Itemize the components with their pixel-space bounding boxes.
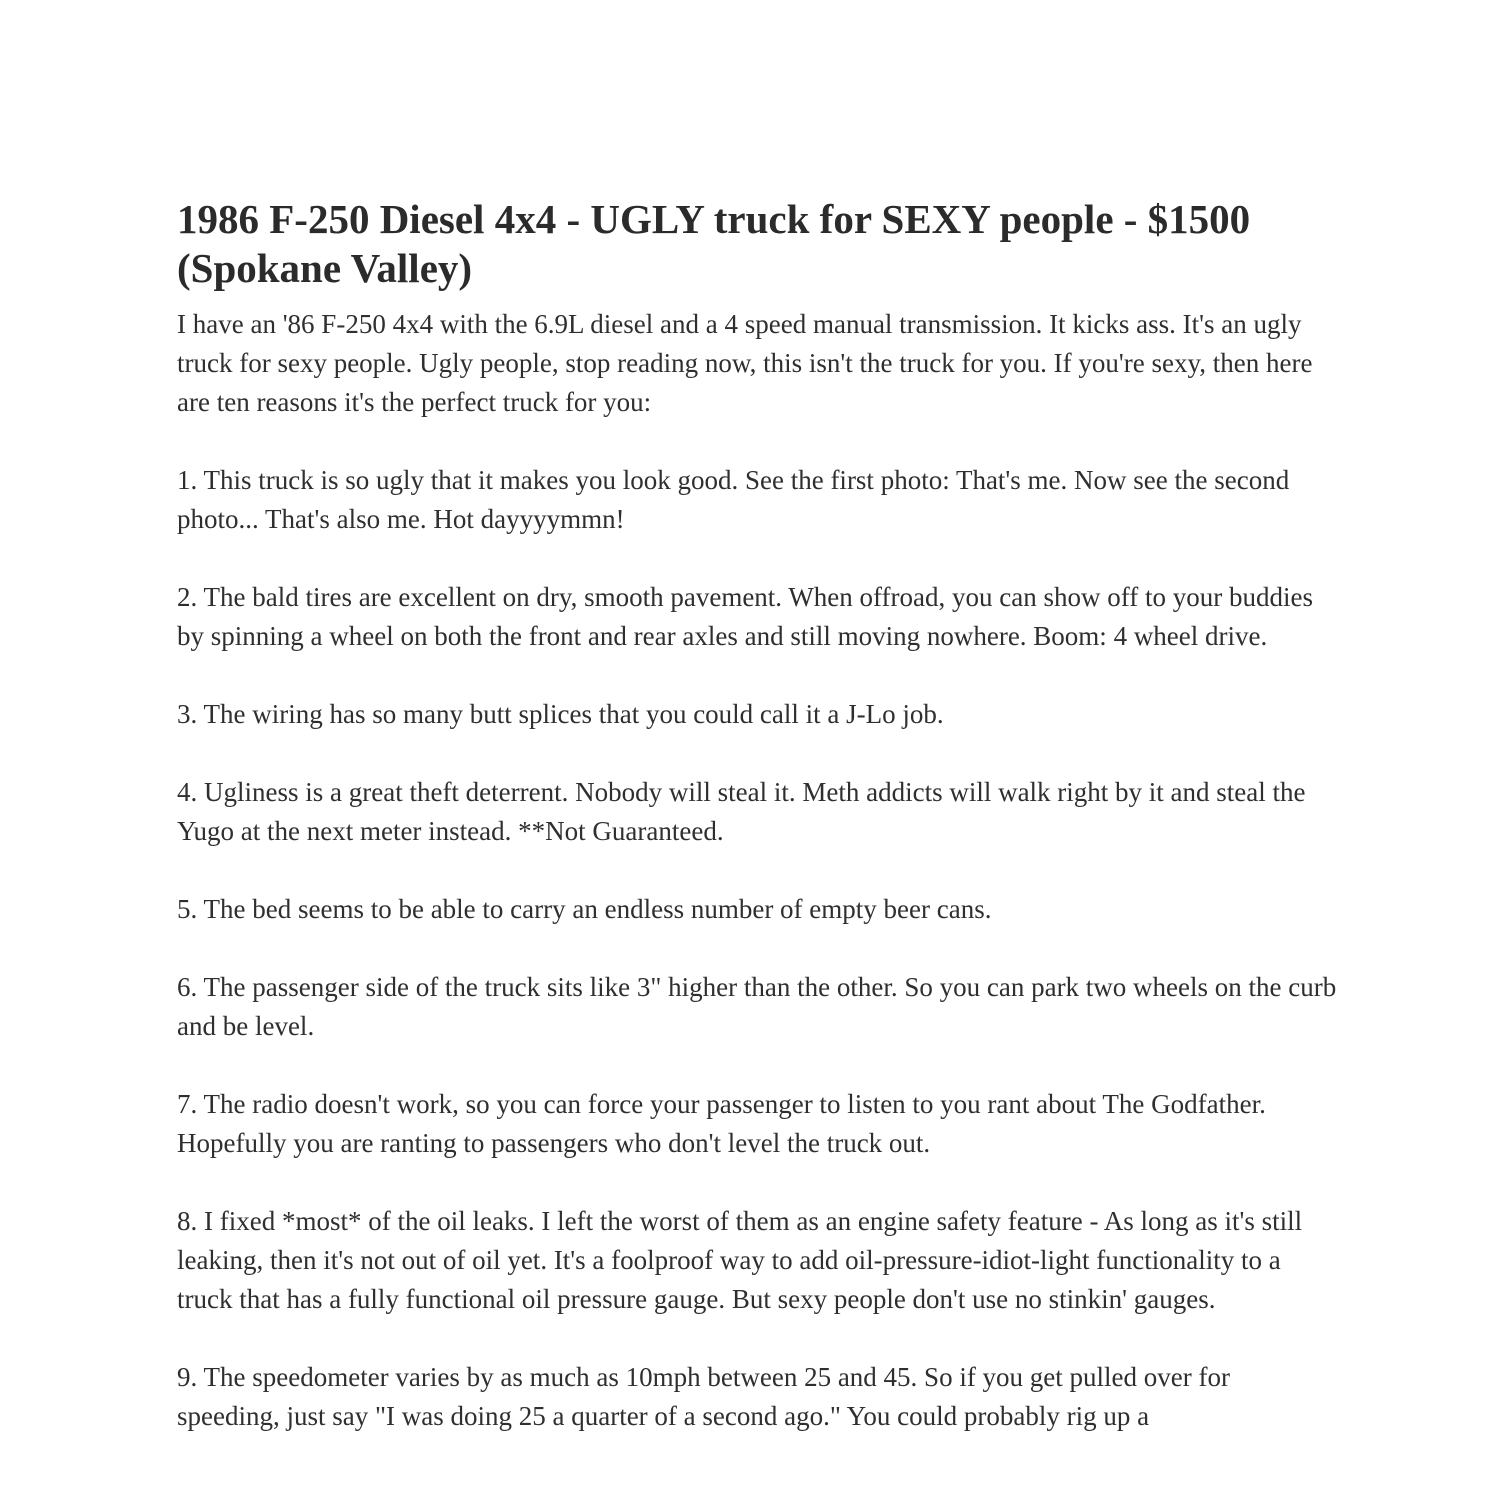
list-item: 9. The speedometer varies by as much as 10mph between 25 and 45. So if you get pulled over for speeding, just say "I was doing 25 a quarter of a second ago." You could probably rig up a [177, 1362, 1230, 1431]
list-item: 6. The passenger side of the truck sits like 3" higher than the other. So you can park two wheels on the curb and be level. [177, 972, 1337, 1041]
intro-paragraph: I have an '86 F-250 4x4 with the 6.9L diesel and a 4 speed manual transmission. It kicks ass. It's an ugly truck for sexy people. Ugly people, stop reading now, this isn't the truck for you. If you're sexy, then here are ten reasons it's the perfect truck for you: [177, 309, 1313, 417]
list-item: 5. The bed seems to be able to carry an endless number of empty beer cans. [177, 894, 992, 924]
list-item: 1. This truck is so ugly that it makes you look good. See the first photo: That's me. Now see the second photo... That's also me. Hot dayyyymmn! [177, 465, 1290, 534]
list-item: 7. The radio doesn't work, so you can force your passenger to listen to you rant about The Godfather. Hopefully you are ranting to passengers who don't level the truck out. [177, 1089, 1266, 1158]
list-item: 4. Ugliness is a great theft deterrent. Nobody will steal it. Meth addicts will walk right by it and steal the Yugo at the next meter instead. **Not Guaranteed. [177, 777, 1306, 846]
document-title: 1986 F-250 Diesel 4x4 - UGLY truck for SEXY people - $1500 (Spokane Valley) [177, 196, 1251, 291]
list-item: 8. I fixed *most* of the oil leaks. I left the worst of them as an engine safety feature - As long as it's still leaking, then it's not out of oil yet. It's a foolproof way to add oil-pressure-idiot-light functionality to a truck that has a fully functional oil pressure gauge. But sexy people don't use no stinkin' gauges. [177, 1206, 1303, 1314]
list-item: 3. The wiring has so many butt splices that you could call it a J-Lo job. [177, 699, 944, 729]
document-page [177, 195, 1337, 1475]
list-item: 2. The bald tires are excellent on dry, smooth pavement. When offroad, you can show off to your buddies by spinning a wheel on both the front and rear axles and still moving nowhere. Boom: 4 wheel drive. [177, 582, 1313, 651]
